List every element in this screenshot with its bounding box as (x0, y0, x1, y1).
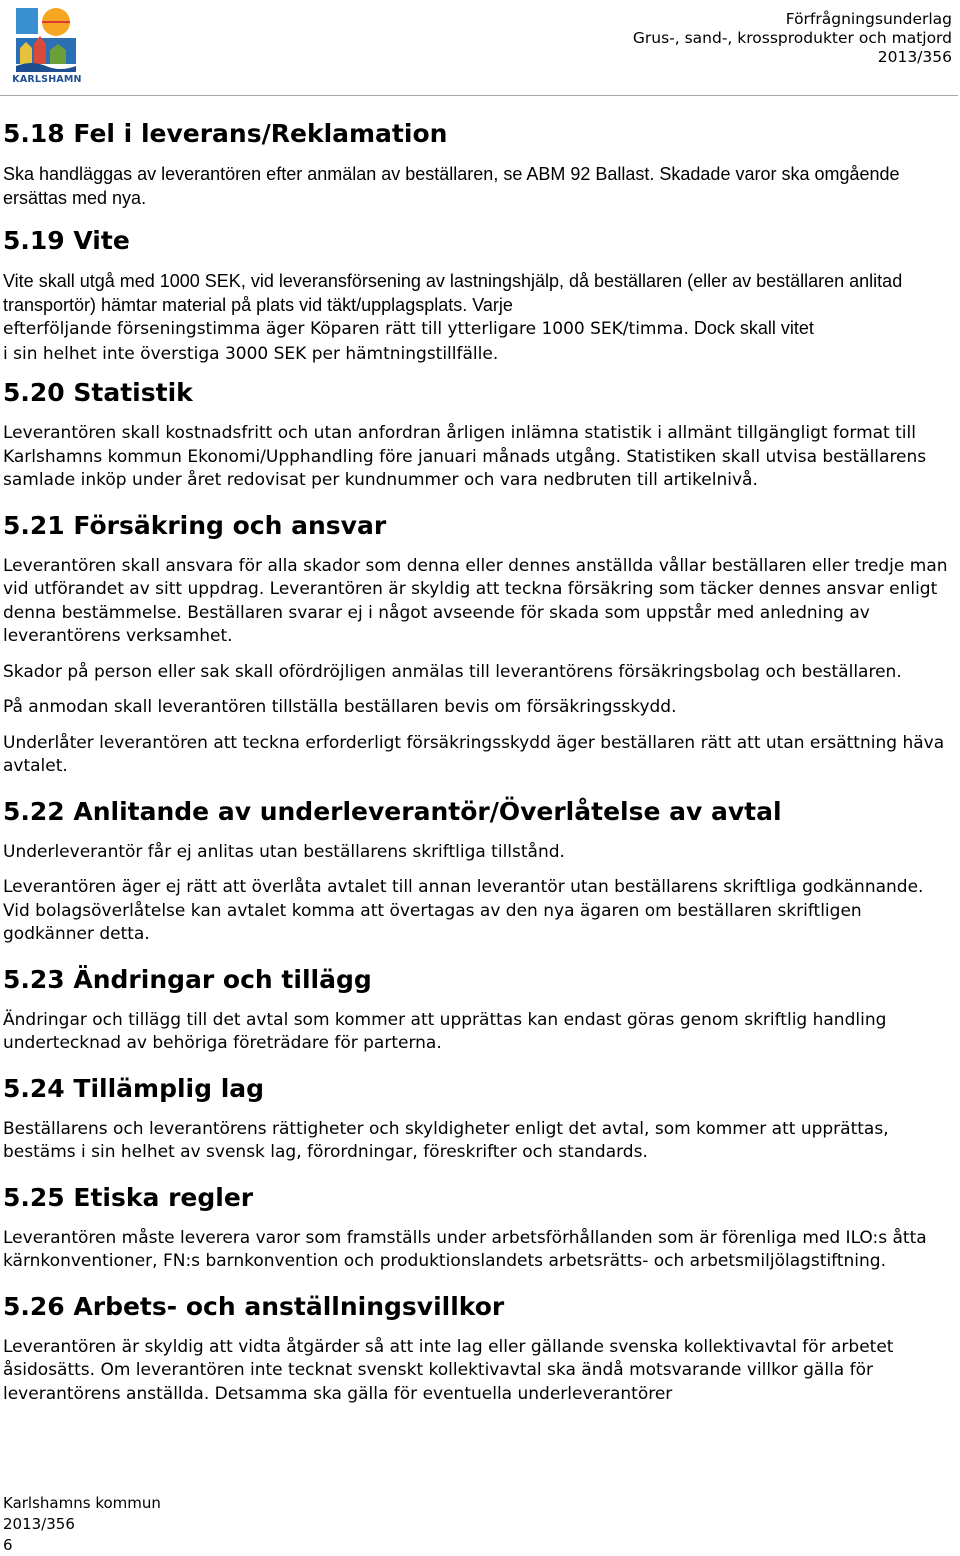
section-5-22-paragraph-1: Underleverantör får ej anlitas utan beställarens skriftliga tillstånd. (3, 841, 565, 862)
section-5-23-heading: 5.23 Ändringar och tillägg (3, 964, 372, 994)
page-header (0, 0, 960, 96)
header-document-type: Förfrågningsunderlag (785, 10, 952, 28)
header-reference-number: 2013/356 (877, 48, 952, 66)
section-5-19-text-a: Vite skall utgå med 1000 SEK, vid leveransförsening av lastningshjälp, då beställaren (eller av beställaren anlitad transportör) hämtar material på plats vid täkt/upplagsplats. Varje (3, 271, 903, 315)
section-5-25-paragraph: Leverantören måste leverera varor som framställs under arbetsförhållanden som är förenliga med ILO:s åtta kärnkonventioner, FN:s barnkonvention och produktionslandets arbetsrätts- och arbetsmiljölagstiftning. (3, 1227, 927, 1271)
section-5-20-heading: 5.20 Statistik (3, 378, 193, 407)
footer-organization: Karlshamns kommun (3, 1494, 161, 1512)
header-document-subject: Grus-, sand-, krossprodukter och matjord (632, 29, 952, 47)
section-5-20-paragraph: Leverantören skall kostnadsfritt och utan anfordran årligen inlämna statistik i allmänt tillgängligt format till Karlshamns kommun Ekonomi/Upphandling före januari månads utgång. Statistiken skall utvisa beställarens samlade inköp under året redovisat per kundnummer och vara nedbruten till artikelnivå. (3, 423, 927, 490)
page-footer (3, 1493, 161, 1556)
page-number: 6 (3, 1536, 13, 1554)
section-5-23-paragraph: Ändringar och tillägg till det avtal som kommer att upprättas kan endast göras genom skriftlig handling undertecknad av behöriga företrädare för parterna. (3, 1009, 887, 1053)
section-5-21-paragraph-4: Underlåter leverantören att teckna erforderligt försäkringsskydd äger beställaren rätt att utan ersättning häva avtalet. (3, 732, 945, 776)
section-5-18-heading: 5.18 Fel i leverans/Reklamation (3, 119, 448, 148)
section-5-19-paragraph (3, 270, 955, 366)
section-5-19-line (3, 317, 955, 342)
section-5-25-heading: 5.25 Etiska regler (3, 1182, 254, 1212)
section-5-26-paragraph: Leverantören är skyldig att vidta åtgärder så att inte lag eller gällande svenska kollektivavtal för arbetet åsidosätts. Om leverantören inte tecknat svenskt kollektivavtal ska ändå motsvarande villkor gälla för leverantörens anställda. Detsamma ska gälla för eventuella underleverantörer (3, 1336, 894, 1404)
section-5-21-paragraph-2: Skador på person eller sak skall ofördröjligen anmälas till leverantörens försäkringsbolag och beställaren. (3, 661, 902, 682)
section-5-24-heading: 5.24 Tillämplig lag (3, 1073, 265, 1103)
section-5-19-heading: 5.19 Vite (3, 226, 130, 255)
logo-wordmark: KARLSHAMN (12, 74, 82, 85)
section-5-24-paragraph: Beställarens och leverantörens rättigheter och skyldigheter enligt det avtal, som kommer att upprättas, bestäms i sin helhet av svensk lag, förordningar, föreskrifter och standards. (3, 1118, 889, 1162)
section-5-19-text-b: efterföljande förseningstimma äger Köparen rätt till ytterligare 1000 SEK/timma. (3, 319, 689, 339)
section-5-21-heading: 5.21 Försäkring och ansvar (3, 510, 387, 540)
document-body (3, 117, 955, 1418)
header-divider (0, 95, 958, 96)
header-meta (633, 10, 952, 67)
section-5-22-heading: 5.22 Anlitande av underleverantör/Överlåtelse av avtal (3, 796, 782, 826)
section-5-19-text-d: i sin helhet inte överstiga 3000 SEK per hämtningstillfälle. (3, 343, 499, 364)
footer-reference-number: 2013/356 (3, 1515, 75, 1533)
section-5-19-text-c: Dock skall vitet (688, 318, 814, 338)
section-5-22-paragraph-2: Leverantören äger ej rätt att överlåta avtalet till annan leverantör utan beställarens skriftliga godkännande. Vid bolagsöverlåtelse kan avtalet komma att övertagas av den nya ägaren om beställaren skriftligen godkänner detta. (3, 877, 924, 944)
section-5-18-paragraph: Ska handläggas av leverantören efter anmälan av beställaren, se ABM 92 Ballast. Skadade varor ska omgående ersättas med nya. (3, 164, 900, 208)
section-5-26-heading: 5.26 Arbets- och anställningsvillkor (3, 1291, 505, 1321)
section-5-21-paragraph-1: Leverantören skall ansvara för alla skador som denna eller dennes anställda vållar beställaren eller tredje man vid utförandet av sitt uppdrag. Leverantören är skyldig att teckna försäkring som täcker dennes ansvar enligt denna bestämmelse. Beställaren svarar ej i något avseende för skada som uppstår med anledning av leverantörens verksamhet. (3, 555, 948, 646)
section-5-21-paragraph-3: På anmodan skall leverantören tillställa beställaren bevis om försäkringsskydd. (3, 697, 677, 717)
